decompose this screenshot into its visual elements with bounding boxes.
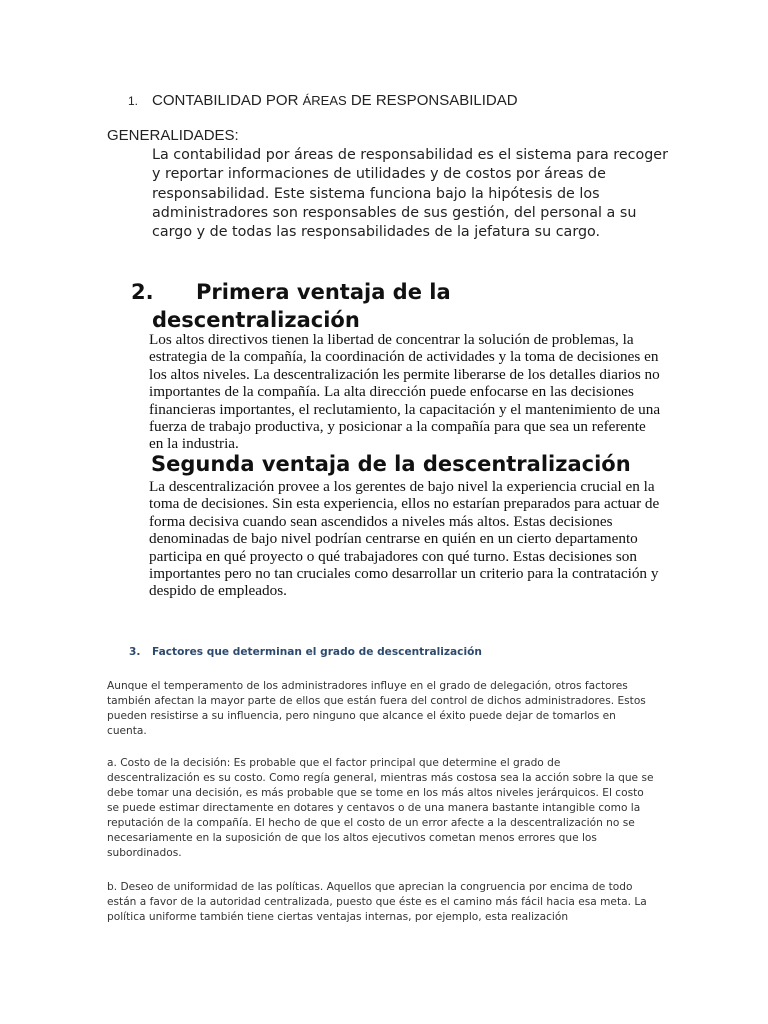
section-1-title-part-b: ÁREAS [302,93,347,108]
section-2-paragraph: Los altos directivos tienen la libertad de concentrar la solución de problemas, la estrategia de la compañía, la coordinación de actividades y la toma de decisiones en los altos niveles. La descentralización les permite liberarse de los detalles diarios no importantes de la compañía. La alta dirección puede enfocarse en las decisiones financieras importantes, el reclutamiento, la capacitación y el mantenimiento de una fuerza de trabajo productiva, y posicionar a la compañía para que sea un referente en la industria. [149,331,661,453]
generalidades-label: GENERALIDADES: [107,127,239,144]
section-3-item-b-paragraph: b. Deseo de uniformidad de las políticas. Aquellos que aprecian la congruencia por encima de todo están a favor de la autoridad centralizada, puesto que éste es el camino más fácil hacia esa meta. La política uniforme también tiene ciertas ventajas internas, por ejemplo, esta realización [107,881,647,923]
section-1-title-part-a: CONTABILIDAD POR [152,92,303,109]
section-2-title-line-2: descentralización [152,308,360,332]
section-3-heading [129,645,689,659]
section-1-title-part-c: DE RESPONSABILIDAD [346,92,518,109]
section-2-number: 2. [131,280,154,304]
section-1-number: 1. [128,94,139,108]
second-advantage-heading: Segunda ventaja de la descentralización [151,452,631,476]
section-3-intro-paragraph: Aunque el temperamento de los administradores influye en el grado de delegación, otros factores también afectan la mayor parte de ellos que están fuera del control de dichos administradores. Estos pueden resistirse a su influencia, pero ninguno que alcance el éxito puede dejar de tomarlos en cuenta. [107,680,646,737]
section-2-heading [152,278,676,334]
second-advantage-paragraph: La descentralización provee a los gerentes de bajo nivel la experiencia crucial en la toma de decisiones. Sin esta experiencia, ellos no estarían preparados para actuar de forma decisiva cuando sean ascendidos a niveles más altos. Estas decisiones denominadas de bajo nivel podrían centrarse en quién en un cierto departamento participa en qué proyecto o qué trabajadores con qué turno. Estas decisiones son importantes pero no tan cruciales como desarrollar un criterio para la contratación y despido de empleados. [149,478,660,600]
generalidades-paragraph: La contabilidad por áreas de responsabilidad es el sistema para recoger y reportar informaciones de utilidades y de costos por áreas de responsabilidad. Este sistema funciona bajo la hipótesis de los administradores son responsables de sus gestión, del personal a su cargo y de todas las responsabilidades de la jefatura su cargo. [152,147,668,241]
section-1-heading [128,91,728,111]
section-3-title: Factores que determinan el grado de descentralización [152,646,482,658]
section-3-item-a-paragraph: a. Costo de la decisión: Es probable que el factor principal que determine el grado de descentralización es su costo. Como regía general, mientras más costosa sea la acción sobre la que se debe tomar una decisión, es más probable que se tome en los más altos niveles jerárquicos. El costo se puede estimar directamente en dotares y centavos o de una manera bastante intangible como la reputación de la compañía. El hecho de que el costo de un error afecte a la descentralización no se necesariamente en la suposición de que los altos ejecutivos cometan menos errores que los subordinados. [107,757,654,859]
section-3-number: 3. [129,646,141,658]
section-2-title-line-1: Primera ventaja de la [196,280,451,304]
